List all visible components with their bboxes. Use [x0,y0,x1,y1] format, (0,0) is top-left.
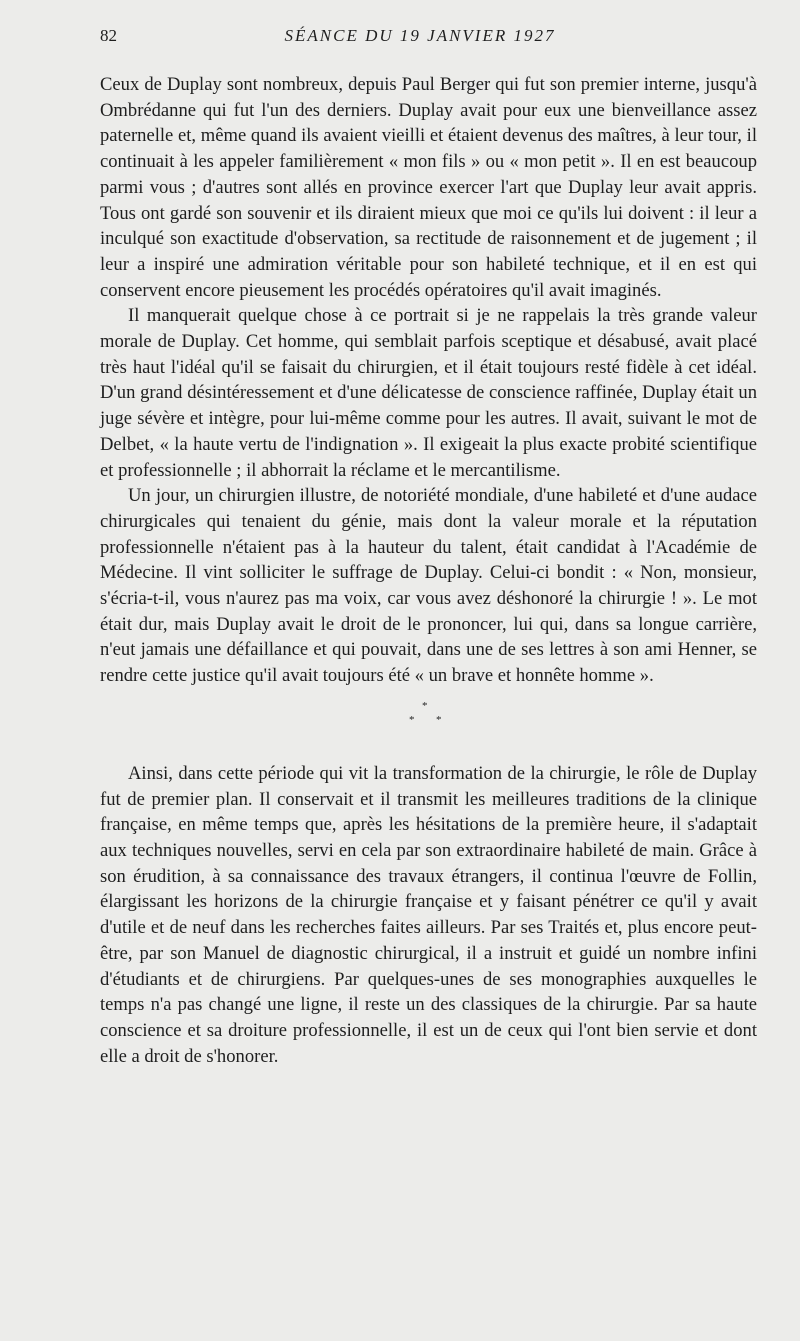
paragraph: Il manquerait quelque chose à ce portrait si je ne rappelais la très grande valeur morale de Duplay. Cet homme, qui semblait parfois sceptique et désabusé, avait placé très haut l'idéal qu'il se faisait du chirurgien, et il était toujours resté fidèle à cet idéal. D'un grand désintéressement et d'une délicatesse de conscience raffinée, Duplay était un juge sévère et intègre, pour lui-même comme pour les autres. Il avait, suivant le mot de Delbet, « la haute vertu de l'indignation ». Il exigeait la plus exacte probité scientifique et professionnelle ; il abhorrait la réclame et le mercantilisme. [100,305,757,481]
page-header [100,26,740,54]
asterisk: * [422,699,428,712]
page-number: 82 [100,26,117,45]
running-head: SÉANCE DU 19 JANVIER 1927 [284,26,556,45]
paragraph: Ainsi, dans cette période qui vit la transformation de la chirurgie, le rôle de Duplay fut de premier plan. Il conservait et il transmit les meilleures traditions de la clinique française, en même temps que, après les hésitations de la première heure, il s'adaptait aux techniques nouvelles, servi en cela par son extraordinaire habileté de main. Grâce à son érudition, à sa connaissance des travaux étrangers, il continua l'œuvre de Follin, élargissant les horizons de la chirurgie française et y faisant pénétrer ce qu'il y avait d'utile et de neuf dans les recherches faites ailleurs. Par ses Traités et, plus encore peut-être, par son Manuel de diagnostic chirurgical, il a instruit et guidé un nombre infini d'étudiants et de chirurgiens. Par quelques-unes de ses monographies auxquelles le temps n'a pas changé une ligne, il reste un des classiques de la chirurgie. Par sa haute conscience et sa droiture professionnelle, il est un de ceux qui l'ont bien servie et dont elle a droit de s'honorer. [100,762,757,1067]
paragraph: Un jour, un chirurgien illustre, de notoriété mondiale, d'une habileté et d'une audace chirurgicales qui tenaient du génie, mais dont la valeur morale et la réputation professionnelle n'étaient pas à la hauteur du talent, était candidat à l'Académie de Médecine. Il vint solliciter le suffrage de Duplay. Celui-ci bondit : « Non, monsieur, s'écria-t-il, vous n'aurez pas ma voix, car vous avez déshonoré la chirurgie ! ». Le mot était dur, mais Duplay avait le droit de le prononcer, lui qui, dans sa longue carrière, n'eut jamais une défaillance et qui pouvait, dans une de ses lettres à son ami Henner, se rendre cette justice qu'il avait toujours été « un brave et honnête homme ». [100,485,757,687]
paragraph: Ceux de Duplay sont nombreux, depuis Paul Berger qui fut son premier interne, jusqu'à Ombrédanne qui fut l'un des derniers. Duplay avait pour eux une bienveillance assez paternelle et, même quand ils avaient vieilli et étaient devenus des maîtres, à leur tour, il continuait à les appeler familièrement « mon fils » ou « mon petit ». Il en est beaucoup parmi vous ; d'autres sont allés en province exercer l'art que Duplay leur avait appris. Tous ont gardé son souvenir et ils diraient mieux que moi ce qu'ils lui doivent : il leur a inculqué son exactitude d'observation, sa rectitude de raisonnement et de jugement ; il leur a inspiré une admiration véritable pour son habileté technique, et il en est qui conservent encore pieusement les procédés opératoires qu'il avait imaginés. [100,74,757,301]
asterisk: * [409,713,415,726]
body-text [100,72,757,1069]
section-break-asterism [100,699,757,731]
asterisk: * [436,713,442,726]
